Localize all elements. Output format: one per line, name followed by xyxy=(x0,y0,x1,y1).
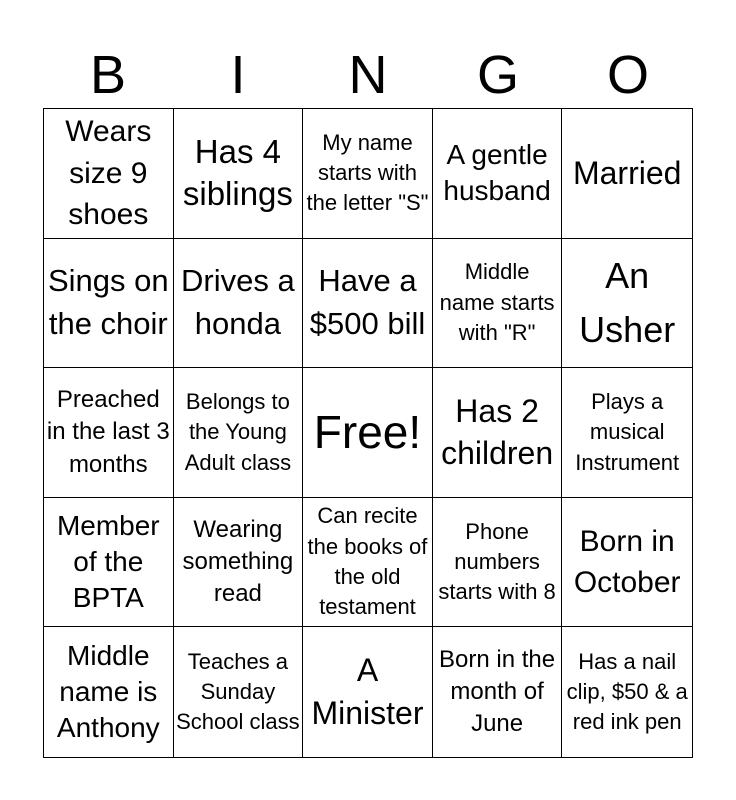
bingo-cell[interactable]: Plays a musical Instrument xyxy=(562,368,692,498)
bingo-cell[interactable]: Wears size 9 shoes xyxy=(44,109,174,239)
bingo-header xyxy=(43,42,693,108)
header-letter-g: G xyxy=(476,45,519,105)
bingo-cell[interactable]: Has 2 children xyxy=(433,368,563,498)
header-letter-i: I xyxy=(230,45,246,105)
bingo-cell[interactable]: Has a nail clip, $50 & a red ink pen xyxy=(566,648,688,735)
bingo-cell[interactable]: Drives a honda xyxy=(174,239,304,369)
bingo-cell[interactable]: Sings on the choir xyxy=(44,239,174,369)
bingo-cell[interactable]: Member of the BPTA xyxy=(44,498,174,628)
bingo-cell[interactable]: Married xyxy=(562,109,692,239)
bingo-cell[interactable]: Has 4 siblings xyxy=(174,109,304,239)
bingo-cell[interactable]: My name starts with the letter "S" xyxy=(303,109,433,239)
bingo-cell[interactable]: Have a $500 bill xyxy=(303,239,433,369)
bingo-cell[interactable]: Teaches a Sunday School class xyxy=(174,627,304,757)
bingo-cell[interactable]: Wearing something read xyxy=(174,498,304,628)
bingo-cell[interactable]: Born in October xyxy=(562,498,692,628)
header-letter-o: O xyxy=(606,45,649,105)
bingo-cell[interactable]: Middle name starts with "R" xyxy=(433,239,563,369)
free-space[interactable]: Free! xyxy=(303,368,433,498)
bingo-board xyxy=(43,108,693,758)
bingo-cell[interactable]: An Usher xyxy=(562,239,692,369)
bingo-cell[interactable]: A Minister xyxy=(303,627,433,757)
bingo-cell[interactable]: Phone numbers starts with 8 xyxy=(433,498,563,628)
bingo-cell[interactable]: Born in the month of June xyxy=(433,627,563,757)
header-letter-b: B xyxy=(89,45,127,105)
bingo-cell[interactable]: Belongs to the Young Adult class xyxy=(174,368,304,498)
bingo-cell[interactable]: A gentle husband xyxy=(433,109,563,239)
bingo-cell[interactable]: Can recite the books of the old testament xyxy=(303,498,433,628)
bingo-cell[interactable]: Preached in the last 3 months xyxy=(44,368,174,498)
bingo-cell[interactable]: Middle name is Anthony xyxy=(44,627,174,757)
header-letter-n: N xyxy=(348,45,388,105)
